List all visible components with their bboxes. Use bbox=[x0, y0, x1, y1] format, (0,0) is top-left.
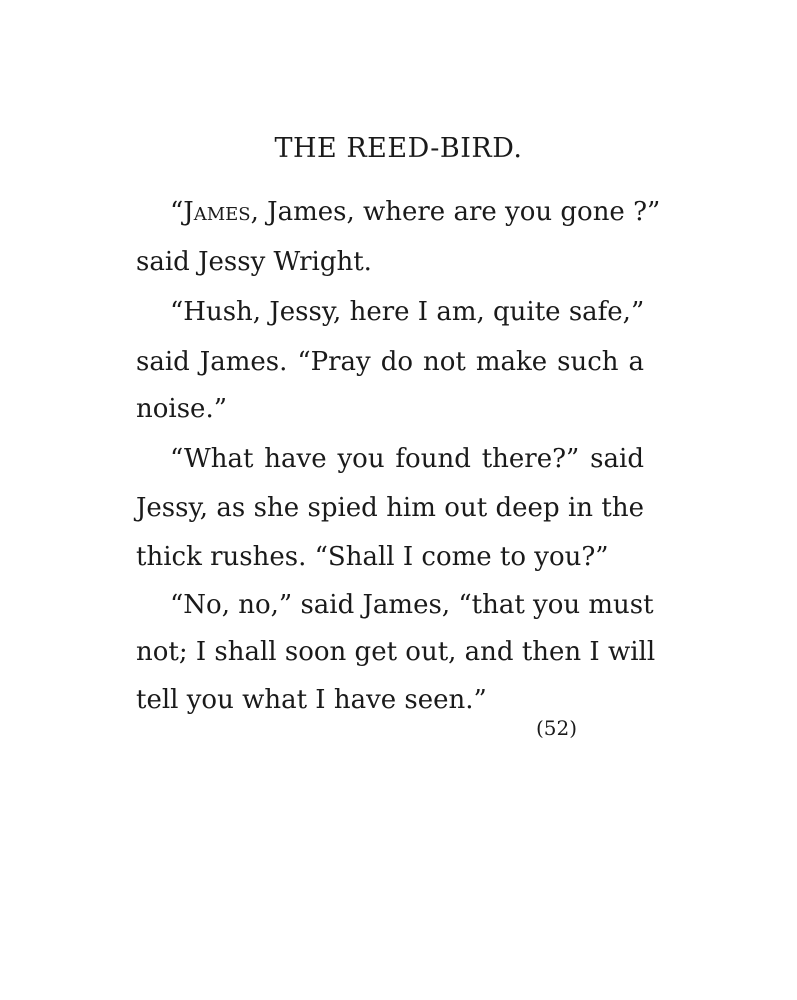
text-line-7: Jessy, as she spied him out deep in the bbox=[136, 493, 644, 523]
text-line-1 bbox=[170, 196, 661, 228]
text-line-5: noise.” bbox=[136, 394, 227, 424]
text-line-11: tell you what I have seen.” bbox=[136, 685, 487, 715]
text-line-2: said Jessy Wright. bbox=[136, 247, 372, 277]
line-1-rest: , James, where are you gone ?” bbox=[250, 197, 661, 227]
small-caps-name: James bbox=[183, 197, 251, 227]
text-line-10: not; I shall soon get out, and then I will bbox=[136, 637, 656, 667]
chapter-title: THE REED-BIRD. bbox=[274, 133, 523, 164]
page-number: (52) bbox=[536, 716, 578, 740]
text-line-4: said James. “Pray do not make such a bbox=[136, 347, 644, 377]
text-line-6: “What have you found there?” said bbox=[170, 444, 644, 474]
text-line-3: “Hush, Jessy, here I am, quite safe,” bbox=[170, 297, 645, 327]
text-line-8: thick rushes. “Shall I come to you?” bbox=[136, 542, 609, 572]
text-line-9: “No, no,” said James, “that you must bbox=[170, 590, 654, 620]
opening-quote: “ bbox=[170, 197, 184, 227]
